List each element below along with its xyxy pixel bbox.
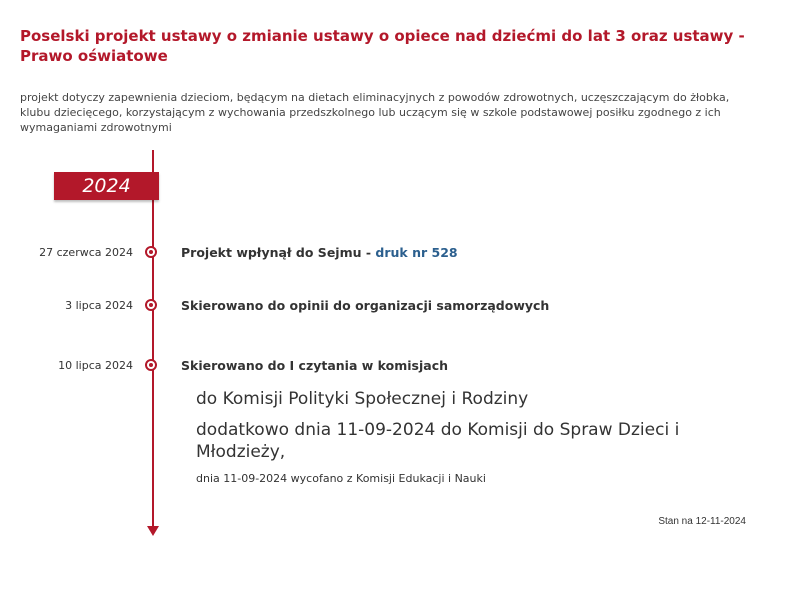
committee-main: do Komisji Polityki Społecznej i Rodziny xyxy=(196,389,529,409)
event-title xyxy=(181,245,458,261)
status-date: Stan na 12-11-2024 xyxy=(658,516,746,527)
print-link[interactable]: druk nr 528 xyxy=(375,245,458,260)
committee-withdrawn: dnia 11-09-2024 wycofano z Komisji Edukacji i Nauki xyxy=(196,472,486,485)
event-title: Skierowano do opinii do organizacji samorządowych xyxy=(181,298,550,313)
event-title-text: Projekt wpłynął do Sejmu - xyxy=(181,245,376,260)
year-badge: 2024 xyxy=(54,172,159,200)
event-date: 10 lipca 2024 xyxy=(58,359,133,372)
timeline-dot-icon xyxy=(145,299,157,311)
event-date: 3 lipca 2024 xyxy=(65,299,133,312)
committee-additional: dodatkowo dnia 11-09-2024 do Komisji do Spraw Dzieci i Młodzieży, xyxy=(196,420,680,462)
page-title: Poselski projekt ustawy o zmianie ustawy o opiece nad dziećmi do lat 3 oraz ustawy - Prawo oświatowe xyxy=(20,27,745,65)
event-date: 27 czerwca 2024 xyxy=(39,246,133,259)
timeline-dot-icon xyxy=(145,246,157,258)
timeline-dot-icon xyxy=(145,359,157,371)
event-title: Skierowano do I czytania w komisjach xyxy=(181,358,448,373)
project-description: projekt dotyczy zapewnienia dzieciom, będącym na dietach eliminacyjnych z powodów zdrowotnych, uczęszczającym do żłobka, klubu dziecięcego, korzystającym z wychowania przedszkolnego lub uczącym się w szkole podstawowej posiłku zgodnego z ich wymaganiami zdrowotnymi xyxy=(20,91,730,134)
timeline-arrow-down-icon xyxy=(147,526,159,536)
timeline-line xyxy=(152,150,154,528)
